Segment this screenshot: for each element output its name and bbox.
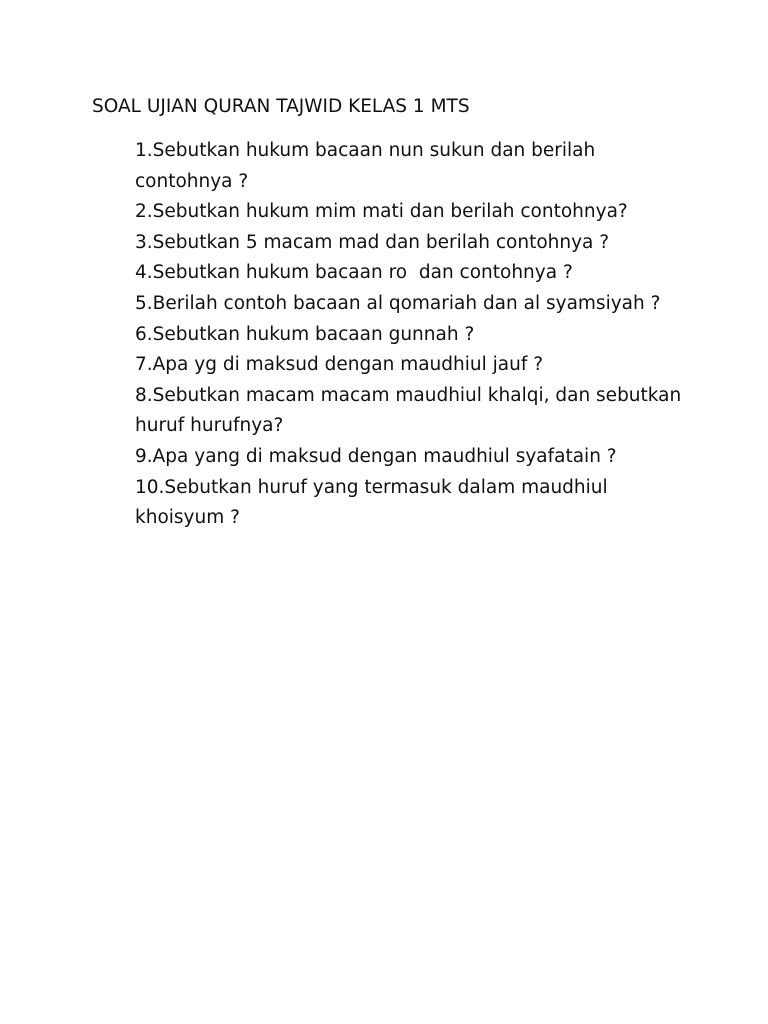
question-item-1: 1.Sebutkan hukum bacaan nun sukun dan berilah contohnya ? xyxy=(135,140,596,192)
question-item-10: 10.Sebutkan huruf yang termasuk dalam maudhiul khoisyum ? xyxy=(135,476,608,529)
question-item-8: 8.Sebutkan macam macam maudhiul khalqi, dan sebutkan huruf hurufnya? xyxy=(135,384,682,437)
question-item-3: 3.Sebutkan 5 macam mad dan berilah contohnya ? xyxy=(135,231,610,253)
question-item-2: 2.Sebutkan hukum mim mati dan berilah contohnya? xyxy=(135,201,628,223)
question-item-4: 4.Sebutkan hukum bacaan ro dan contohnya ? xyxy=(135,262,573,284)
question-list xyxy=(135,136,695,534)
question-item-9: 9.Apa yang di maksud dengan maudhiul syafatain ? xyxy=(135,445,617,467)
document-title: SOAL UJIAN QURAN TAJWID KELAS 1 MTS xyxy=(92,96,470,117)
question-item-6: 6.Sebutkan hukum bacaan gunnah ? xyxy=(135,323,475,345)
question-item-5: 5.Berilah contoh bacaan al qomariah dan al syamsiyah ? xyxy=(135,292,661,314)
question-item-7: 7.Apa yg di maksud dengan maudhiul jauf ? xyxy=(135,354,544,376)
